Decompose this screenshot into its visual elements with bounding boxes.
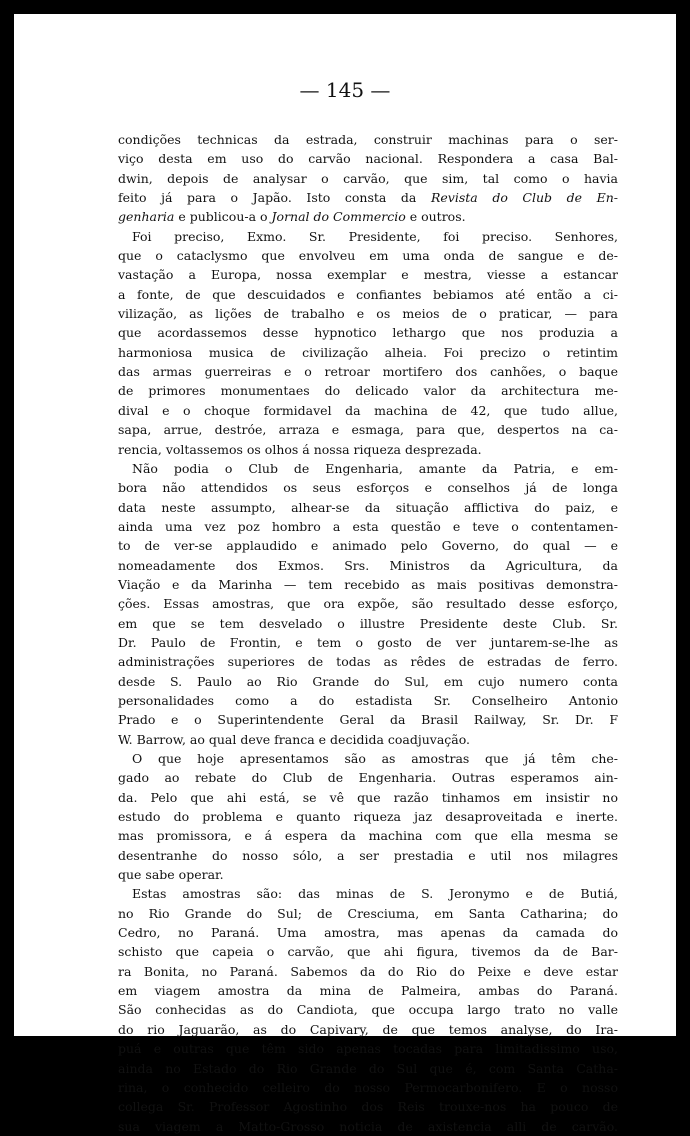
line-text: dival e o choque formidavel da machina de 42, que tudo allue, (118, 402, 618, 418)
line-text: ainda uma vez poz hombro a esta questão e teve o contentamen- (118, 518, 618, 534)
text-line (118, 730, 618, 749)
text-line (118, 517, 618, 536)
text-line (118, 440, 618, 459)
text-line (118, 1000, 618, 1019)
line-text: Estas amostras são: das minas de S. Jeronymo e de Butiá, (132, 886, 618, 902)
text-line (118, 1117, 618, 1136)
text-line (118, 1078, 618, 1097)
line-text: que acordassemos desse hypnotico lethargo que nos produzia a (118, 325, 618, 341)
line-text: sapa, arrue, destróe, arraza e esmaga, para que, despertos na ca- (118, 422, 618, 438)
line-text: dwin, depois de analysar o carvão, que sim, tal como o havia (118, 170, 618, 186)
line-text: Cedro, no Paraná. Uma amostra, mas apenas da camada do (118, 925, 618, 941)
text-line (118, 149, 618, 168)
line-text: vastação a Europa, nossa exemplar e mestra, viesse a estancar (118, 267, 618, 283)
line-text: e publicou-a o (178, 209, 268, 225)
line-text: rina, o conhecido celleiro do nosso Permocarbonifero. E o nosso (118, 1079, 618, 1095)
text-line (118, 401, 618, 420)
line-text: estudo do problema e quanto riqueza jaz desaproveitada e inerte. (118, 809, 618, 825)
text-line (118, 575, 618, 594)
text-line (118, 923, 618, 942)
text-line (118, 614, 618, 633)
line-text: em que se tem desvelado o illustre Presidente deste Club. Sr. (118, 615, 618, 631)
line-text: no Rio Grande do Sul; de Cresciuma, em Santa Catharina; do (118, 905, 618, 921)
text-line (118, 884, 618, 903)
line-text: que o cataclysmo que envolveu em uma onda de sangue e de- (118, 248, 618, 264)
text-line (118, 362, 618, 381)
text-line (118, 962, 618, 981)
line-text: condições technicas da estrada, construir machinas para o ser- (118, 132, 618, 147)
line-text: desde S. Paulo ao Rio Grande do Sul, em cujo numero conta (118, 673, 618, 689)
text-line (118, 1097, 618, 1116)
text-line (118, 710, 618, 729)
text-line (118, 556, 618, 575)
text-line (118, 227, 618, 246)
text-line (118, 130, 618, 149)
text-line (118, 633, 618, 652)
italic-text: Revista do Club de En- (430, 190, 619, 206)
text-line (118, 1039, 618, 1058)
line-text: data neste assumpto, alhear-se da situação afflictiva do paiz, e (118, 499, 618, 515)
line-text: que sabe operar. (118, 867, 224, 883)
line-text: harmoniosa musica de civilização alheia. Foi precizo o retintim (118, 344, 618, 360)
line-text: gado ao rebate do Club de Engenharia. Outras esperamos ain- (118, 770, 618, 786)
text-line (118, 1020, 618, 1039)
line-text: collega Sr. Professor Agostinho dos Reis trouxe-nos ha pouco de (118, 1099, 618, 1115)
line-text: viço desta em uso do carvão nacional. Respondera a casa Bal- (118, 151, 618, 167)
line-text: to de ver-se applaudido e animado pelo Governo, do qual — e (118, 538, 618, 554)
text-line (118, 459, 618, 478)
line-text: mas promissora, e á espera da machina com que ella mesma se (118, 828, 618, 844)
line-text: W. Barrow, ao qual deve franca e decidida coadjuvação. (118, 731, 471, 747)
text-line (118, 285, 618, 304)
line-text: Não podia o Club de Engenharia, amante da Patria, e em- (132, 460, 618, 476)
line-text: vilização, as lições de trabalho e os meios de o praticar, — para (118, 306, 618, 322)
line-text: ainda no Estado do Rio Grande do Sul que é, com Santa Catha- (118, 1060, 618, 1076)
line-text: Viação e da Marinha — tem recebido as mais positivas demonstra- (118, 576, 618, 592)
text-line (118, 478, 618, 497)
line-text: em viagem amostra da mina de Palmeira, ambas do Paraná. (118, 983, 618, 999)
line-text: do rio Jaguarão, as do Capivary, de que temos analyse, do Ira- (118, 1021, 618, 1037)
line-text: ra Bonita, no Paraná. Sabemos da do Rio do Peixe e deve estar (118, 963, 618, 979)
document-page (14, 14, 676, 1134)
text-line (118, 652, 618, 671)
text-line (118, 904, 618, 923)
line-text: Foi preciso, Exmo. Sr. Presidente, foi preciso. Senhores, (132, 228, 618, 244)
text-line (118, 1059, 618, 1078)
line-text: administrações superiores de todas as rêdes de estradas de ferro. (118, 654, 618, 670)
line-text: puá e outras que têm sido apenas tocadas para limitadissimo uso, (118, 1041, 618, 1057)
text-line (118, 188, 618, 207)
line-text: de primores monumentaes do delicado valor da architectura me- (118, 383, 618, 399)
line-text: a fonte, de que descuidados e confiantes bebiamos até então a ci- (118, 286, 618, 302)
line-text: sua viagem a Matto-Grosso noticia de axistencia alli de carvão. (118, 1118, 618, 1134)
line-text: São conhecidas as do Candiota, que occupa largo trato no valle (118, 1002, 618, 1018)
text-line (118, 768, 618, 787)
text-line (118, 246, 618, 265)
text-line (118, 865, 618, 884)
text-line (118, 594, 618, 613)
line-text: O que hoje apresentamos são as amostras que já têm che- (132, 751, 618, 766)
line-text: nomeadamente dos Exmos. Srs. Ministros da Agricultura, da (118, 557, 618, 573)
text-line (118, 265, 618, 284)
text-line (118, 846, 618, 865)
text-line (118, 323, 618, 342)
text-line (118, 807, 618, 826)
text-line (118, 749, 618, 768)
line-text: ções. Essas amostras, que ora expõe, são resultado desse esforço, (118, 596, 618, 612)
text-line (118, 691, 618, 710)
text-line (118, 981, 618, 1000)
text-line (118, 381, 618, 400)
line-text: da. Pelo que ahi está, se vê que razão tinhamos em insistir no (118, 789, 618, 805)
line-text: feito já para o Japão. Isto consta da (118, 190, 417, 206)
line-text: das armas guerreiras e o retroar mortifero dos canhões, o baque (118, 364, 618, 380)
page-number: — 145 — (299, 78, 391, 102)
text-line (118, 169, 618, 188)
line-text: Prado e o Superintendente Geral da Brasil Railway, Sr. Dr. F (118, 712, 618, 728)
text-line (118, 536, 618, 555)
text-line (118, 498, 618, 517)
text-line (118, 826, 618, 845)
line-text: personalidades como a do estadista Sr. Conselheiro Antonio (118, 692, 618, 708)
line-text: schisto que capeia o carvão, que ahi figura, tivemos da de Bar- (118, 944, 618, 960)
text-line (118, 788, 618, 807)
italic-text: Jornal do Commercio (271, 209, 406, 225)
text-line (118, 942, 618, 961)
line-text: Dr. Paulo de Frontin, e tem o gosto de ver juntarem-se-lhe as (118, 634, 618, 650)
text-line (118, 304, 618, 323)
text-line (118, 672, 618, 691)
line-text: desentranhe do nosso sólo, a ser prestadia e util nos milagres (118, 847, 618, 863)
line-text: bora não attendidos os seus esforços e conselhos já de longa (118, 480, 618, 496)
line-text: rencia, voltassemos os olhos á nossa riqueza desprezada. (118, 441, 482, 457)
text-line (118, 343, 618, 362)
text-line (118, 420, 618, 439)
italic-text: genharia (118, 209, 175, 225)
line-text: e outros. (409, 209, 466, 225)
body-text (118, 130, 618, 1136)
text-line (118, 207, 618, 226)
